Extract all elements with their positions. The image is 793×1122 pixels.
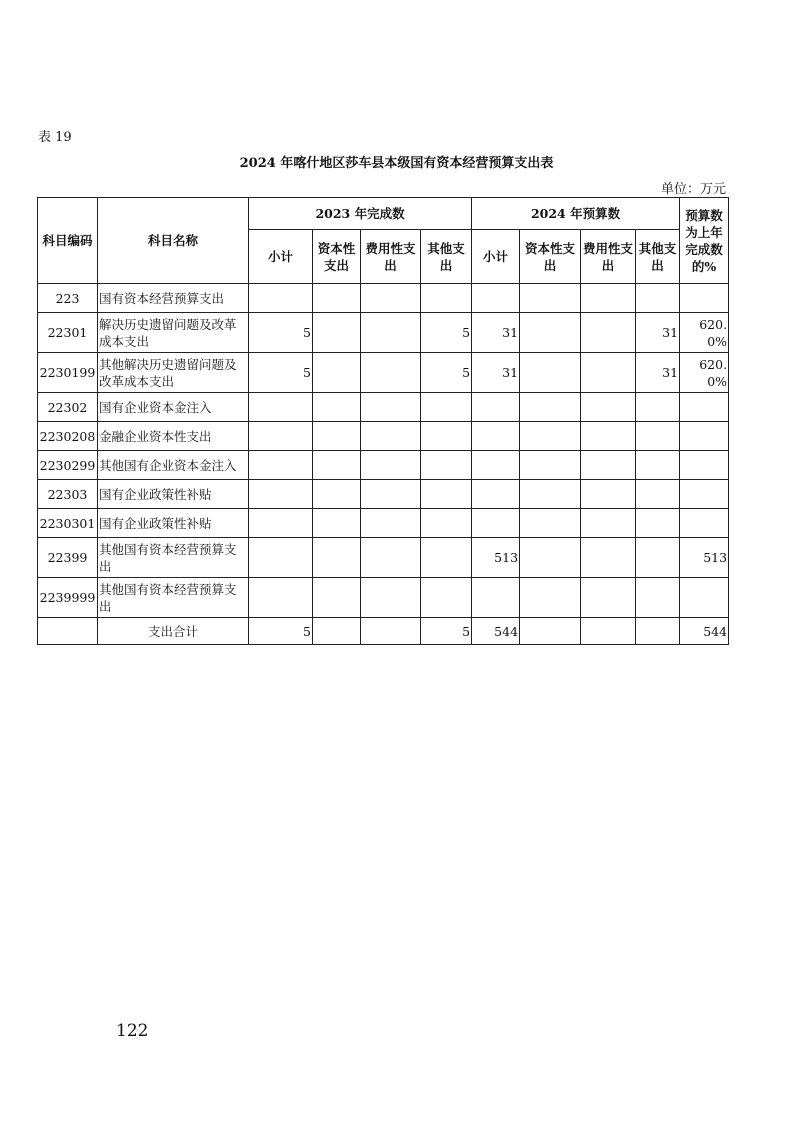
cell-2023-subtotal [249, 509, 313, 538]
cell-code: 22399 [38, 538, 98, 578]
cell-2023-capital [313, 480, 361, 509]
cell-2023-subtotal [249, 284, 313, 313]
cell-2024-capital [520, 284, 581, 313]
header-2023-other: 其他支出 [421, 230, 472, 284]
cell-2024-capital [520, 618, 581, 645]
cell-2023-other [421, 393, 472, 422]
cell-2023-subtotal: 5 [249, 618, 313, 645]
cell-2023-subtotal [249, 538, 313, 578]
cell-name: 金融企业资本性支出 [98, 422, 249, 451]
cell-2024-subtotal: 513 [472, 538, 520, 578]
cell-2023-expense [361, 422, 421, 451]
cell-2023-capital [313, 451, 361, 480]
header-2023-expense: 费用性支出 [361, 230, 421, 284]
header-row-groups [38, 198, 729, 230]
cell-2024-expense [581, 393, 636, 422]
cell-2023-capital [313, 393, 361, 422]
cell-2023-capital [313, 353, 361, 393]
cell-2023-other [421, 480, 472, 509]
cell-code: 22301 [38, 313, 98, 353]
cell-2024-other [636, 393, 680, 422]
cell-2023-capital [313, 509, 361, 538]
cell-code: 223 [38, 284, 98, 313]
cell-2023-other [421, 284, 472, 313]
cell-2023-expense [361, 480, 421, 509]
cell-2024-other [636, 509, 680, 538]
cell-2024-capital [520, 451, 581, 480]
cell-2023-other [421, 422, 472, 451]
table-row [38, 313, 729, 353]
cell-2024-expense [581, 284, 636, 313]
cell-total-label: 支出合计 [98, 618, 249, 645]
cell-2024-capital [520, 353, 581, 393]
cell-name: 其他国有资本经营预算支出 [98, 578, 249, 618]
cell-ratio: 620.0% [680, 353, 729, 393]
cell-code: 2230199 [38, 353, 98, 393]
table-row [38, 480, 729, 509]
header-2024-expense: 费用性支出 [581, 230, 636, 284]
cell-ratio: 620.0% [680, 313, 729, 353]
cell-name: 其他解决历史遗留问题及改革成本支出 [98, 353, 249, 393]
cell-2023-other: 5 [421, 618, 472, 645]
table-row [38, 538, 729, 578]
cell-2024-capital [520, 393, 581, 422]
cell-2023-expense [361, 353, 421, 393]
cell-code: 2230299 [38, 451, 98, 480]
cell-2024-capital [520, 313, 581, 353]
header-ratio: 预算数为上年完成数的% [680, 198, 729, 284]
header-2024-other: 其他支出 [636, 230, 680, 284]
header-group-2024: 2024 年预算数 [472, 198, 680, 230]
cell-2024-capital [520, 480, 581, 509]
table-row [38, 422, 729, 451]
cell-2023-expense [361, 393, 421, 422]
cell-2023-subtotal [249, 480, 313, 509]
table-row [38, 578, 729, 618]
cell-2023-expense [361, 313, 421, 353]
cell-2024-subtotal [472, 509, 520, 538]
cell-2023-other: 5 [421, 313, 472, 353]
cell-2024-expense [581, 480, 636, 509]
cell-2024-other [636, 618, 680, 645]
cell-2024-subtotal: 31 [472, 313, 520, 353]
cell-2024-subtotal [472, 480, 520, 509]
cell-2023-expense [361, 538, 421, 578]
table-label: 表 19 [38, 130, 72, 145]
total-row [38, 618, 729, 645]
cell-2024-subtotal [472, 393, 520, 422]
cell-2024-expense [581, 509, 636, 538]
header-name: 科目名称 [98, 198, 249, 284]
cell-2023-subtotal [249, 451, 313, 480]
cell-ratio [680, 422, 729, 451]
cell-2024-expense [581, 451, 636, 480]
cell-2023-capital [313, 284, 361, 313]
cell-ratio [680, 578, 729, 618]
cell-2024-other: 31 [636, 353, 680, 393]
cell-name: 国有资本经营预算支出 [98, 284, 249, 313]
cell-name: 其他国有企业资本金注入 [98, 451, 249, 480]
header-2023-capital: 资本性支出 [313, 230, 361, 284]
header-2023-subtotal: 小计 [249, 230, 313, 284]
cell-2024-subtotal [472, 284, 520, 313]
cell-ratio: 544 [680, 618, 729, 645]
cell-2024-capital [520, 578, 581, 618]
cell-2023-other [421, 451, 472, 480]
cell-name: 国有企业资本金注入 [98, 393, 249, 422]
cell-2024-subtotal: 544 [472, 618, 520, 645]
cell-2024-capital [520, 538, 581, 578]
table-row [38, 451, 729, 480]
cell-2024-subtotal [472, 451, 520, 480]
cell-2024-other [636, 578, 680, 618]
cell-2024-other [636, 480, 680, 509]
cell-2023-other: 5 [421, 353, 472, 393]
cell-2023-subtotal [249, 422, 313, 451]
header-group-2023: 2023 年完成数 [249, 198, 472, 230]
cell-2024-subtotal [472, 422, 520, 451]
cell-2023-other [421, 538, 472, 578]
cell-code: 2230301 [38, 509, 98, 538]
cell-2023-capital [313, 578, 361, 618]
cell-2024-capital [520, 509, 581, 538]
cell-2023-expense [361, 451, 421, 480]
cell-name: 解决历史遗留问题及改革成本支出 [98, 313, 249, 353]
cell-code: 22303 [38, 480, 98, 509]
cell-2023-capital [313, 422, 361, 451]
cell-2023-capital [313, 618, 361, 645]
cell-2023-other [421, 578, 472, 618]
table-row [38, 509, 729, 538]
cell-2024-other [636, 284, 680, 313]
cell-2024-expense [581, 313, 636, 353]
cell-code: 2239999 [38, 578, 98, 618]
cell-2024-other [636, 422, 680, 451]
cell-2023-expense [361, 509, 421, 538]
cell-2023-capital [313, 538, 361, 578]
cell-name: 国有企业政策性补贴 [98, 480, 249, 509]
cell-ratio [680, 393, 729, 422]
cell-2024-expense [581, 578, 636, 618]
table-row [38, 393, 729, 422]
cell-2023-expense [361, 284, 421, 313]
cell-2024-other [636, 538, 680, 578]
cell-ratio [680, 509, 729, 538]
cell-2024-subtotal: 31 [472, 353, 520, 393]
header-2024-subtotal: 小计 [472, 230, 520, 284]
header-code: 科目编码 [38, 198, 98, 284]
cell-2023-subtotal: 5 [249, 313, 313, 353]
page-title: 2024 年喀什地区莎车县本级国有资本经营预算支出表 [239, 156, 554, 171]
cell-2023-other [421, 509, 472, 538]
table-row [38, 353, 729, 393]
cell-2024-other [636, 451, 680, 480]
cell-ratio [680, 480, 729, 509]
cell-name: 国有企业政策性补贴 [98, 509, 249, 538]
unit-label: 单位：万元 [660, 182, 726, 197]
cell-2023-subtotal [249, 393, 313, 422]
budget-table [37, 197, 729, 645]
cell-2024-expense [581, 618, 636, 645]
cell-2024-subtotal [472, 578, 520, 618]
cell-2024-capital [520, 422, 581, 451]
table-row [38, 284, 729, 313]
cell-2023-capital [313, 313, 361, 353]
header-2024-capital: 资本性支出 [520, 230, 581, 284]
cell-2024-expense [581, 422, 636, 451]
cell-ratio [680, 284, 729, 313]
cell-ratio: 513 [680, 538, 729, 578]
cell-2023-expense [361, 618, 421, 645]
cell-2023-subtotal [249, 578, 313, 618]
cell-code: 2230208 [38, 422, 98, 451]
page-number: 122 [116, 1021, 149, 1041]
cell-2024-other: 31 [636, 313, 680, 353]
cell-2024-expense [581, 353, 636, 393]
cell-2023-subtotal: 5 [249, 353, 313, 393]
cell-name: 其他国有资本经营预算支出 [98, 538, 249, 578]
cell-2024-expense [581, 538, 636, 578]
cell-ratio [680, 451, 729, 480]
cell-code: 22302 [38, 393, 98, 422]
cell-2023-expense [361, 578, 421, 618]
cell-code [38, 618, 98, 645]
